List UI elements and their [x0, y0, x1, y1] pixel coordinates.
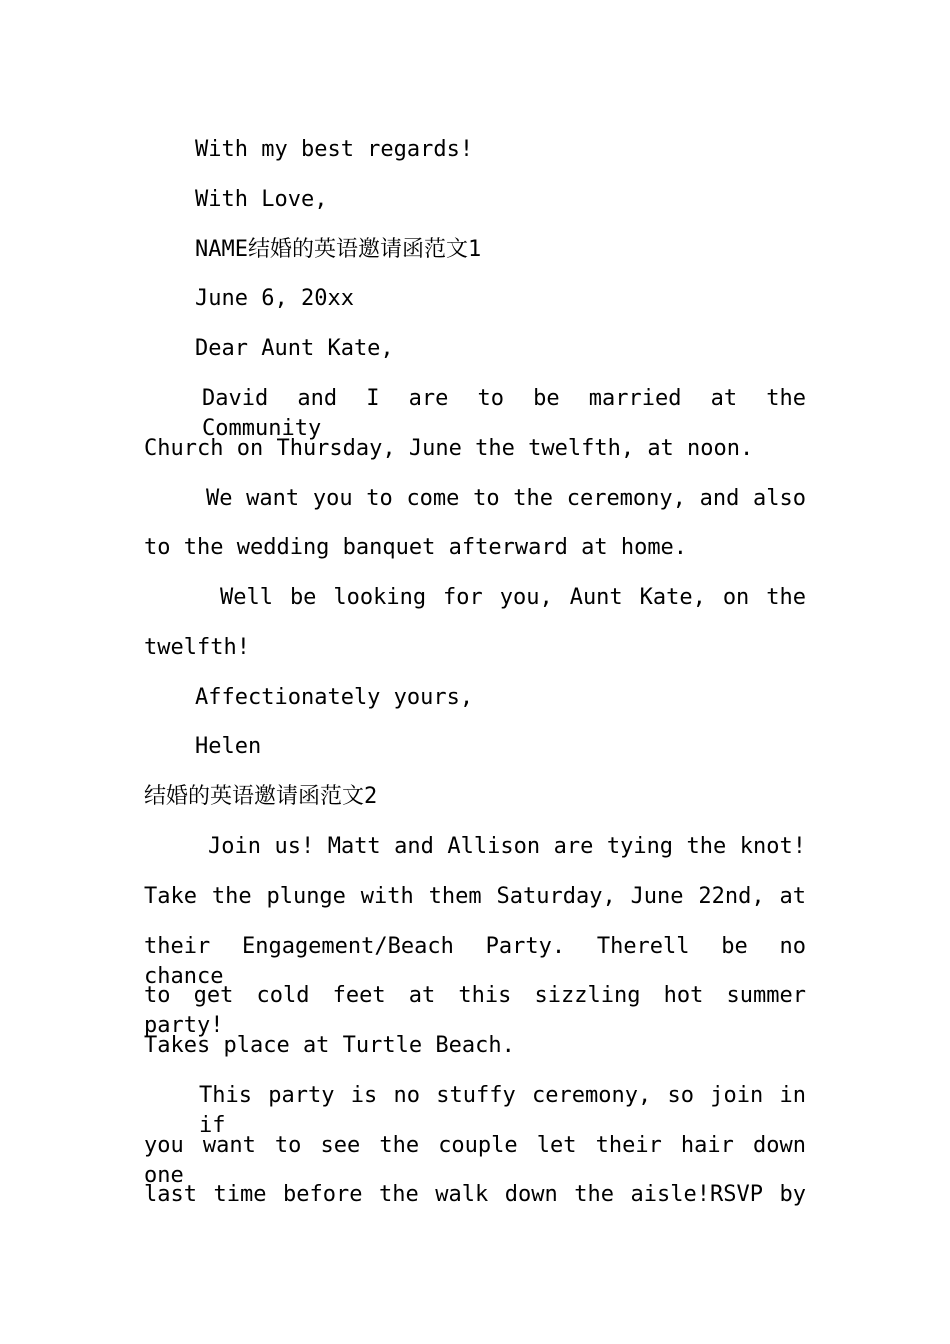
paragraph-line: their Engagement/Beach Party. Therell be no chance	[144, 934, 806, 989]
paragraph-line: This party is no stuffy ceremony, so join in if	[199, 1083, 806, 1138]
paragraph-line: David and I are to be married at the Community	[202, 386, 806, 441]
paragraph-line: you want to see the couple let their hair down one	[144, 1133, 806, 1188]
paragraph-line: twelfth!	[144, 635, 250, 660]
paragraph-line: Take the plunge with them Saturday, June 22nd, at	[144, 884, 806, 909]
section-heading-1: NAME结婚的英语邀请函范文1	[195, 237, 482, 262]
letter-date: June 6, 20xx	[195, 286, 354, 311]
signoff: Affectionately yours,	[195, 685, 474, 710]
paragraph-line: Join us! Matt and Allison are tying the knot!	[208, 834, 806, 859]
paragraph-line: Takes place at Turtle Beach.	[144, 1033, 515, 1058]
paragraph-line: Well be looking for you, Aunt Kate, on the	[220, 585, 806, 610]
paragraph-line: last time before the walk down the aisle!RSVP by	[144, 1182, 806, 1207]
letter-salutation: Dear Aunt Kate,	[195, 336, 394, 361]
closing-regards: With my best regards!	[195, 137, 474, 162]
paragraph-line: to the wedding banquet afterward at home.	[144, 535, 688, 560]
paragraph-line: Church on Thursday, June the twelfth, at noon.	[144, 436, 754, 461]
section-heading-2: 结婚的英语邀请函范文2	[144, 784, 378, 809]
paragraph-line: to get cold feet at this sizzling hot summer party!	[144, 983, 806, 1038]
signature-name: Helen	[195, 734, 262, 759]
paragraph-line: We want you to come to the ceremony, and also	[206, 486, 806, 511]
closing-love: With Love,	[195, 187, 328, 212]
